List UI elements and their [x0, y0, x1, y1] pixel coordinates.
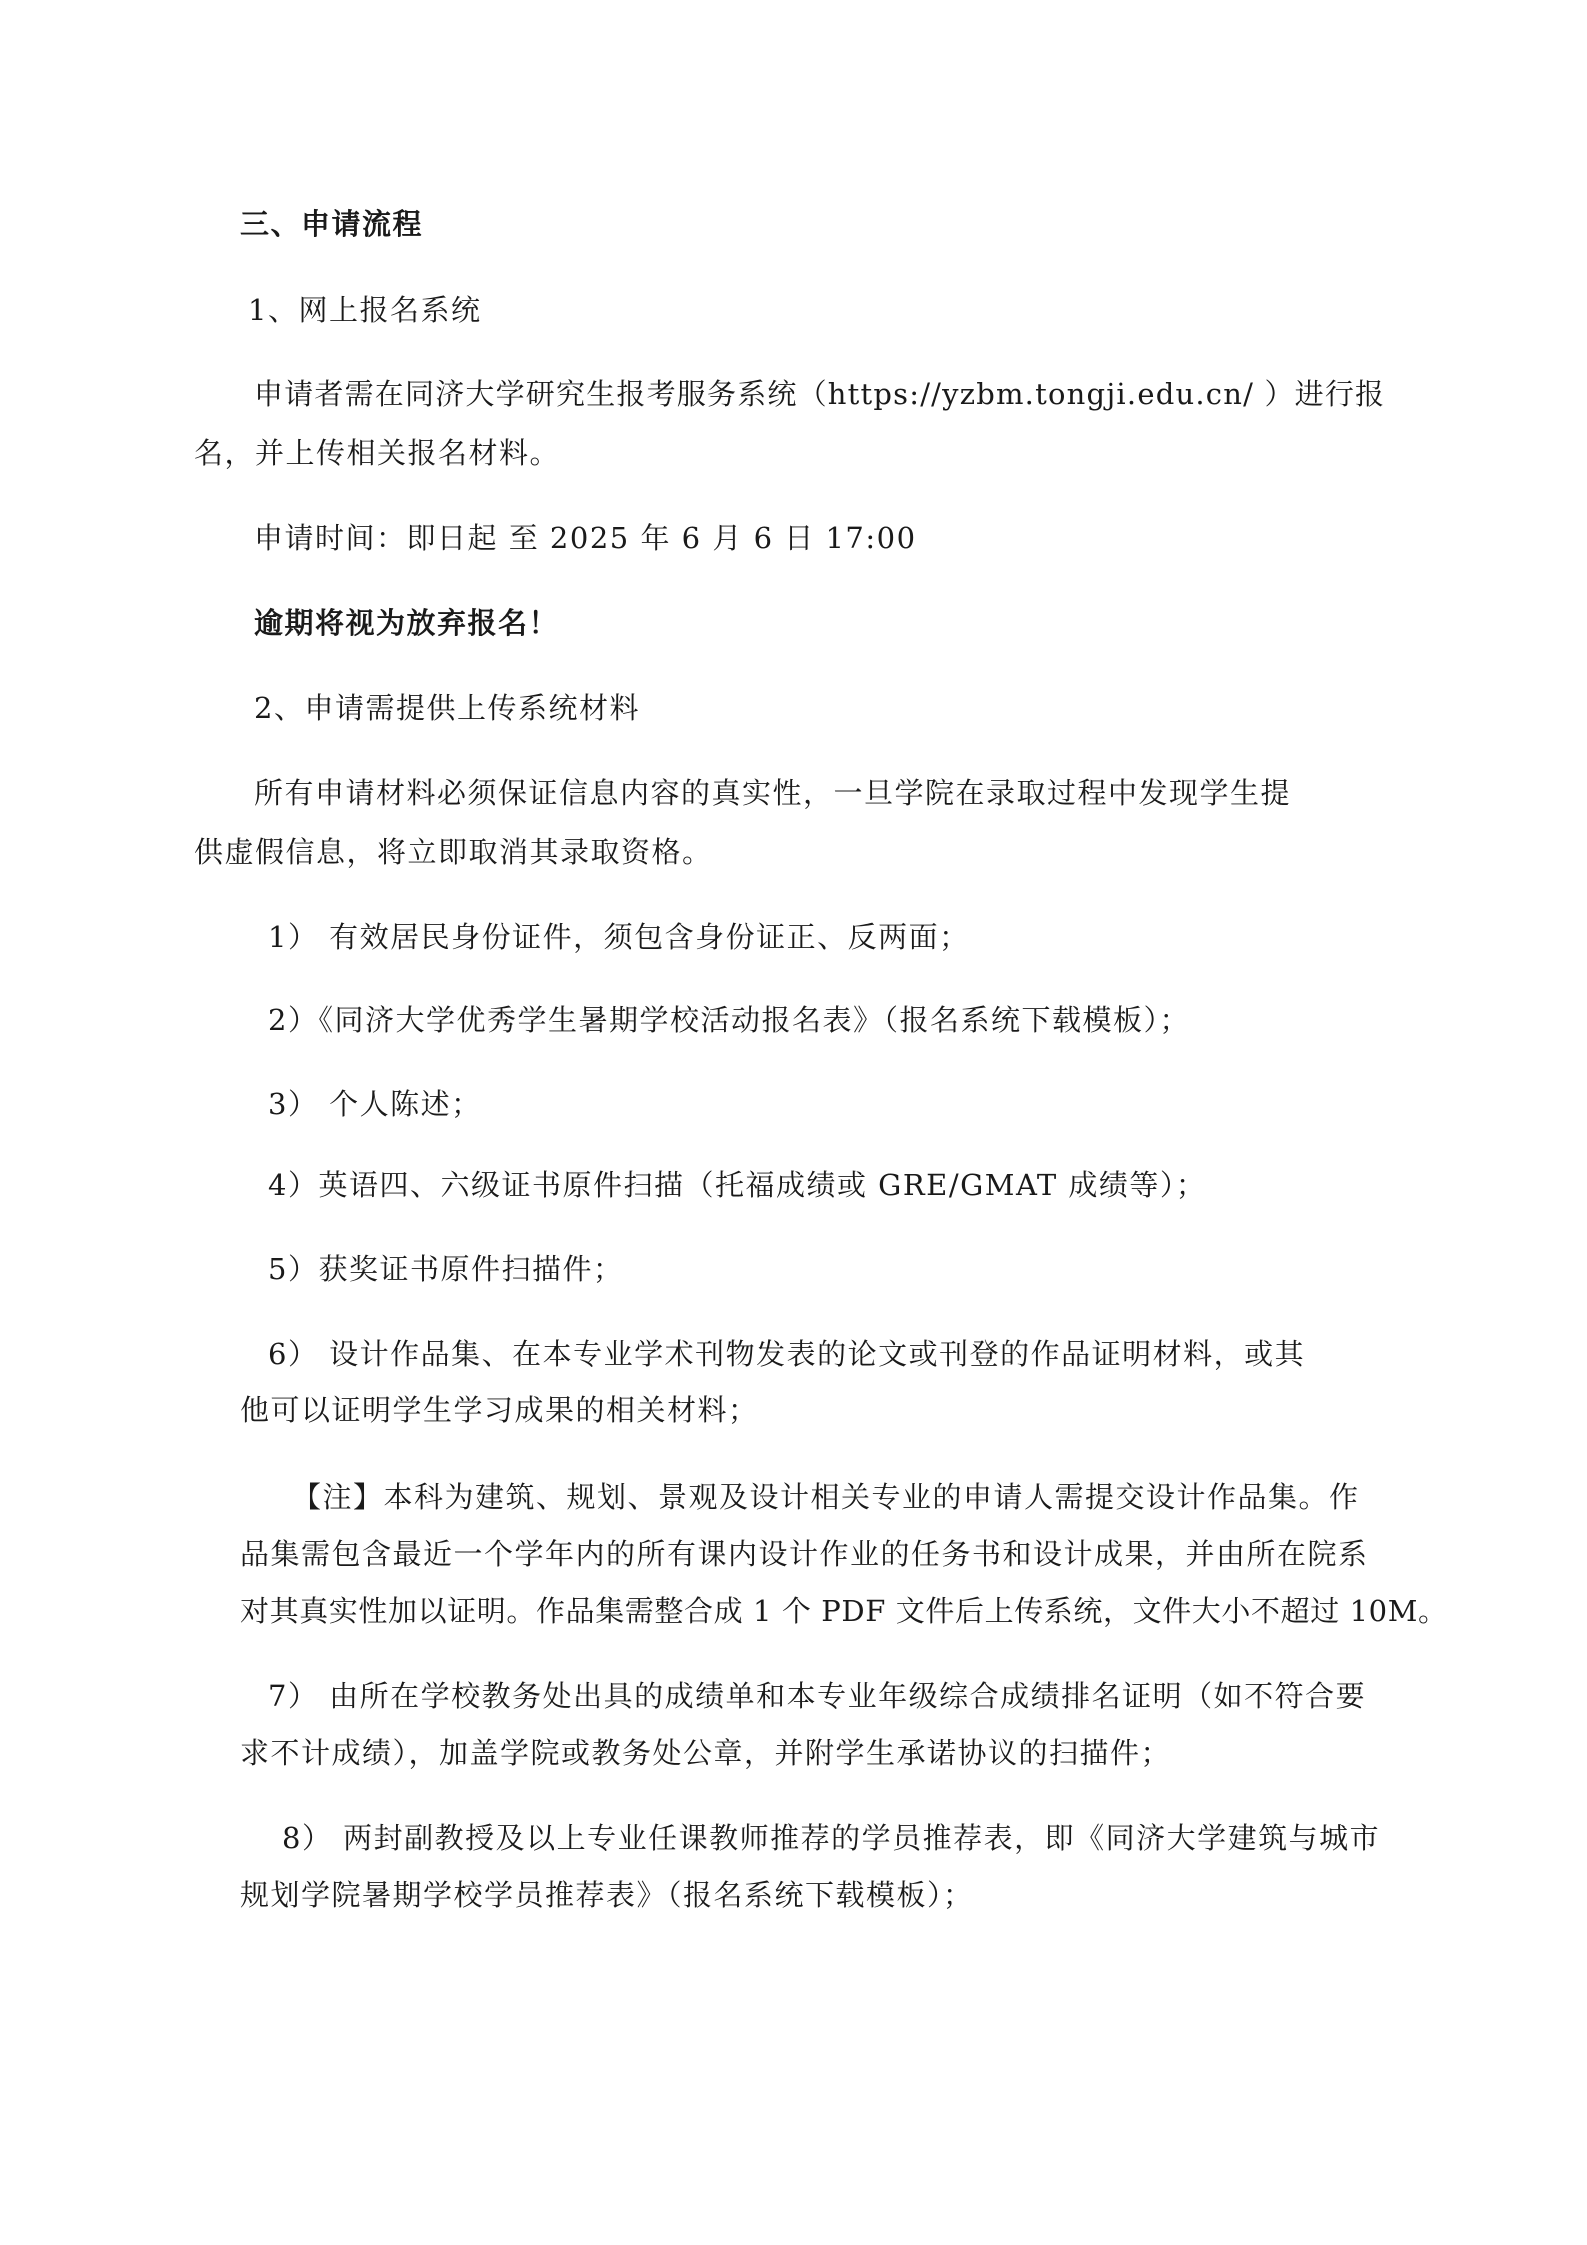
- note-line3: 对其真实性加以证明。作品集需整合成 1 个 PDF 文件后上传系统，文件大小不超过 10M。: [240, 1594, 1448, 1628]
- note-line1: 【注】本科为建筑、规划、景观及设计相关专业的申请人需提交设计作品集。作: [292, 1480, 1360, 1514]
- online-registration-desc-line1: 申请者需在同济大学研究生报考服务系统（https://yzbm.tongji.edu.cn/ ）进行报: [254, 377, 1386, 411]
- material-item-8-line1: 8） 两封副教授及以上专业任课教师推荐的学员推荐表，即《同济大学建筑与城市: [282, 1821, 1381, 1855]
- note-line2: 品集需包含最近一个学年内的所有课内设计作业的任务书和设计成果，并由所在院系: [240, 1537, 1369, 1571]
- materials-intro-line2: 供虚假信息，将立即取消其录取资格。: [194, 835, 713, 869]
- online-registration-title: 1、网上报名系统: [248, 293, 482, 327]
- material-item-5: 5）获奖证书原件扫描件；: [268, 1252, 624, 1286]
- material-item-8-line2: 规划学院暑期学校学员推荐表》（报名系统下载模板）；: [240, 1878, 974, 1912]
- application-time: 申请时间：即日起 至 2025 年 6 月 6 日 17:00: [254, 521, 917, 555]
- online-registration-desc-line2: 名，并上传相关报名材料。: [194, 436, 561, 470]
- material-item-7-line1: 7） 由所在学校教务处出具的成绩单和本专业年级综合成绩排名证明（如不符合要: [268, 1679, 1367, 1713]
- material-item-3: 3） 个人陈述；: [268, 1087, 482, 1121]
- material-item-6-line1: 6） 设计作品集、在本专业学术刊物发表的论文或刊登的作品证明材料，或其: [268, 1337, 1306, 1371]
- material-item-6-line2: 他可以证明学生学习成果的相关材料；: [240, 1393, 759, 1427]
- materials-title: 2、申请需提供上传系统材料: [254, 691, 640, 725]
- material-item-7-line2: 求不计成绩），加盖学院或教务处公章，并附学生承诺协议的扫描件；: [240, 1736, 1172, 1770]
- section-heading: 三、申请流程: [240, 207, 424, 241]
- material-item-2: 2）《同济大学优秀学生暑期学校活动报名表》（报名系统下载模板）；: [268, 1003, 1190, 1037]
- deadline-warning: 逾期将视为放弃报名！: [254, 606, 560, 640]
- materials-intro-line1: 所有申请材料必须保证信息内容的真实性，一旦学院在录取过程中发现学生提: [254, 776, 1292, 810]
- material-item-4: 4）英语四、六级证书原件扫描（托福成绩或 GRE/GMAT 成绩等）；: [268, 1168, 1207, 1202]
- material-item-1: 1） 有效居民身份证件，须包含身份证正、反两面；: [268, 920, 970, 954]
